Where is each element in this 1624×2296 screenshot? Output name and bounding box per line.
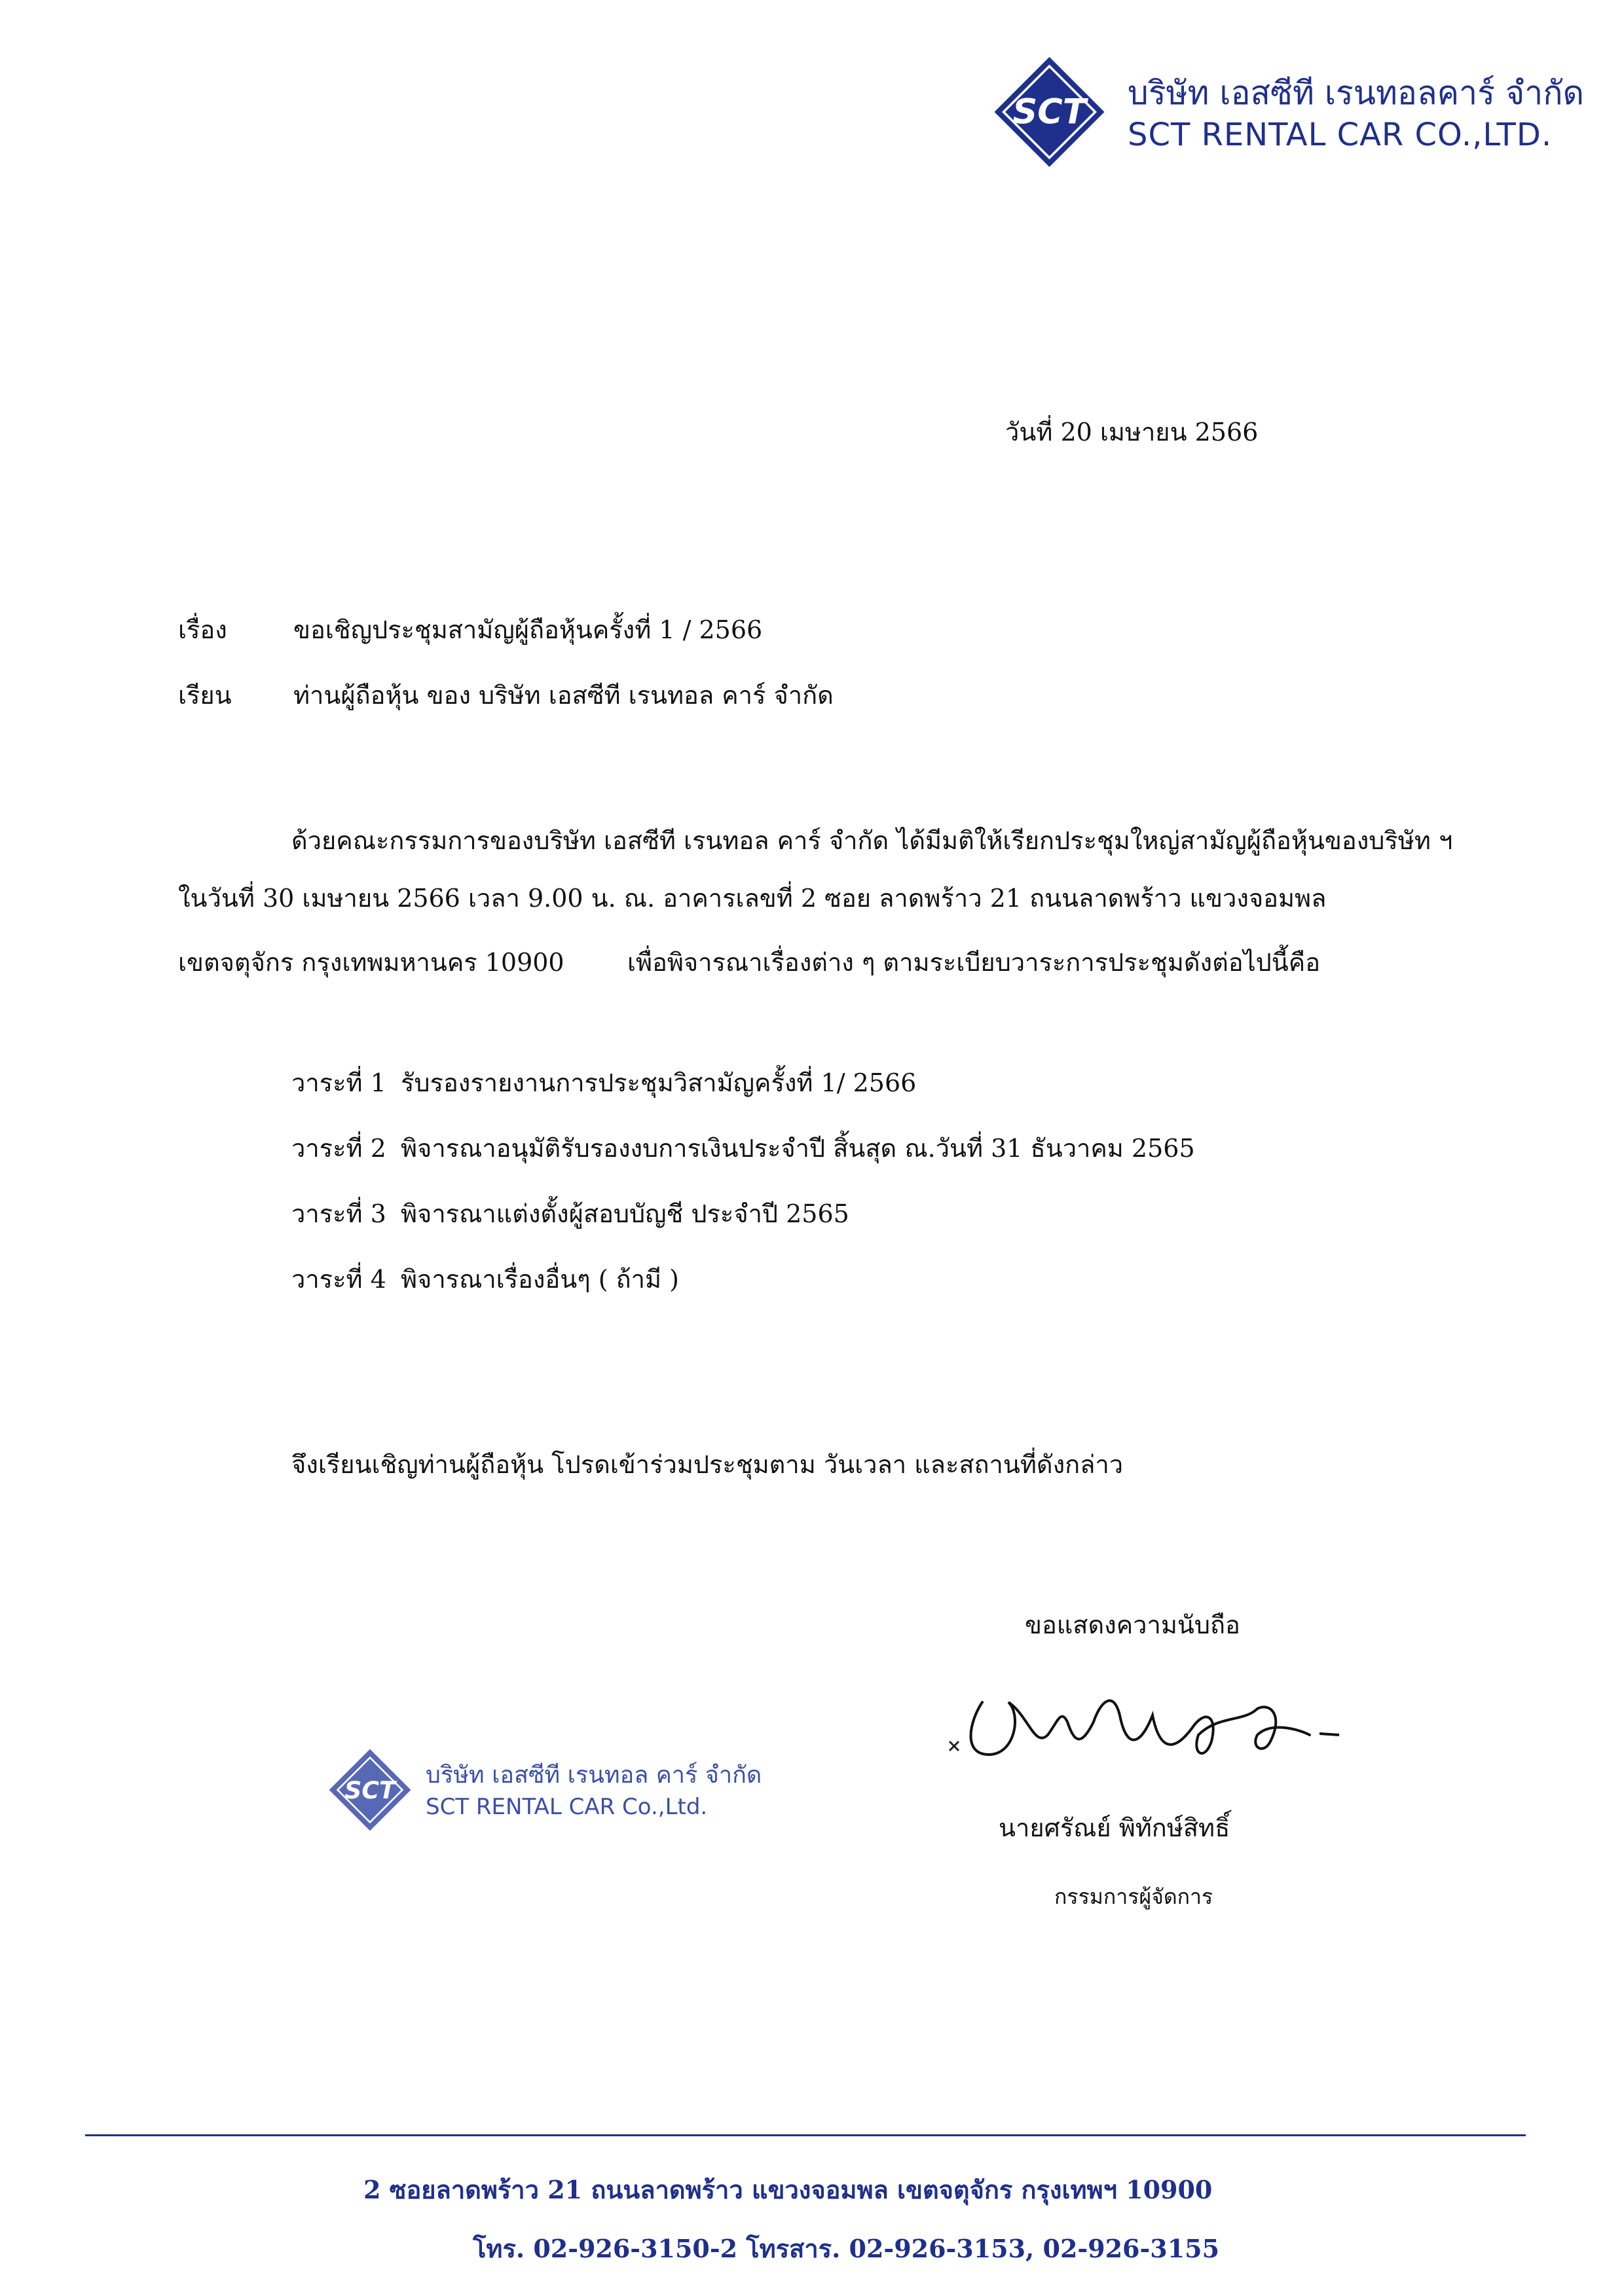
svg-text:SCT: SCT — [344, 1776, 396, 1804]
agenda-item: พิจารณาอนุมัติรับรองงบการเงินประจำปี สิ้นสุด ณ.วันที่ 31 ธันวาคม 2565 — [401, 1134, 1195, 1163]
footer-divider — [85, 2134, 1526, 2136]
svg-text:SCT: SCT — [1012, 92, 1086, 132]
footer-phones: โทร. 02-926-3150-2 โทรสาร. 02-926-3153, 02-926-3155 — [473, 2234, 1220, 2263]
body-line-1: ด้วยคณะกรรมการของบริษัท เอสซีที เรนทอล คาร์ จำกัด ได้มีมติให้เรียกประชุมใหญ่สามัญผู้ถือหุ้นของบริษัท ฯ — [291, 826, 1453, 855]
company-name-th: บริษัท เอสซีที เรนทอลคาร์ จำกัด — [1128, 74, 1584, 112]
agenda-label: วาระที่ 3 — [291, 1199, 386, 1228]
subject-text: ขอเชิญประชุมสามัญผู้ถือหุ้นครั้งที่ 1 / 2566 — [293, 615, 763, 644]
subject-label: เรื่อง — [178, 615, 227, 644]
body-line-2: ในวันที่ 30 เมษายน 2566 เวลา 9.00 น. ณ. อาคารเลขที่ 2 ซอย ลาดพร้าว 21 ถนนลาดพร้าว แขวงจอมพล — [178, 884, 1327, 913]
agenda-label: วาระที่ 4 — [291, 1265, 386, 1294]
agenda-label: วาระที่ 1 — [291, 1068, 386, 1097]
closing-paragraph: จึงเรียนเชิญท่านผู้ถือหุ้น โปรดเข้าร่วมประชุมตาม วันเวลา และสถานที่ดังกล่าว — [291, 1450, 1124, 1479]
body-line-3a: เขตจตุจักร กรุงเทพมหานคร 10900 — [178, 948, 564, 977]
agenda-item: รับรองรายงานการประชุมวิสามัญครั้งที่ 1/ 2566 — [401, 1068, 917, 1097]
signer-title: กรรมการผู้จัดการ — [1054, 1884, 1213, 1909]
company-name-en: SCT RENTAL CAR CO.,LTD. — [1128, 117, 1553, 153]
regards: ขอแสดงความนับถือ — [1025, 1611, 1240, 1639]
company-stamp-logo — [327, 1747, 413, 1833]
letter-date: วันที่ 20 เมษายน 2566 — [1005, 418, 1259, 446]
company-logo — [992, 54, 1107, 170]
to-text: ท่านผู้ถือหุ้น ของ บริษัท เอสซีที เรนทอล คาร์ จำกัด — [293, 681, 834, 710]
body-line-3b: เพื่อพิจารณาเรื่องต่าง ๆ ตามระเบียบวาระการประชุมดังต่อไปนี้คือ — [627, 948, 1321, 977]
agenda-item: พิจารณาเรื่องอื่นๆ ( ถ้ามี ) — [401, 1265, 679, 1294]
signature — [943, 1676, 1349, 1794]
stamp-name-th: บริษัท เอสซีที เรนทอล คาร์ จำกัด — [426, 1762, 762, 1789]
to-label: เรียน — [178, 681, 232, 710]
agenda-item: พิจารณาแต่งตั้งผู้สอบบัญชี ประจำปี 2565 — [401, 1199, 849, 1228]
footer-address: 2 ซอยลาดพร้าว 21 ถนนลาดพร้าว แขวงจอมพล เขตจตุจักร กรุงเทพฯ 10900 — [363, 2175, 1213, 2204]
agenda-label: วาระที่ 2 — [291, 1134, 386, 1163]
signer-name: นายศรัณย์ พิทักษ์สิทธิ์ — [999, 1813, 1230, 1842]
stamp-name-en: SCT RENTAL CAR Co.,Ltd. — [426, 1794, 708, 1820]
